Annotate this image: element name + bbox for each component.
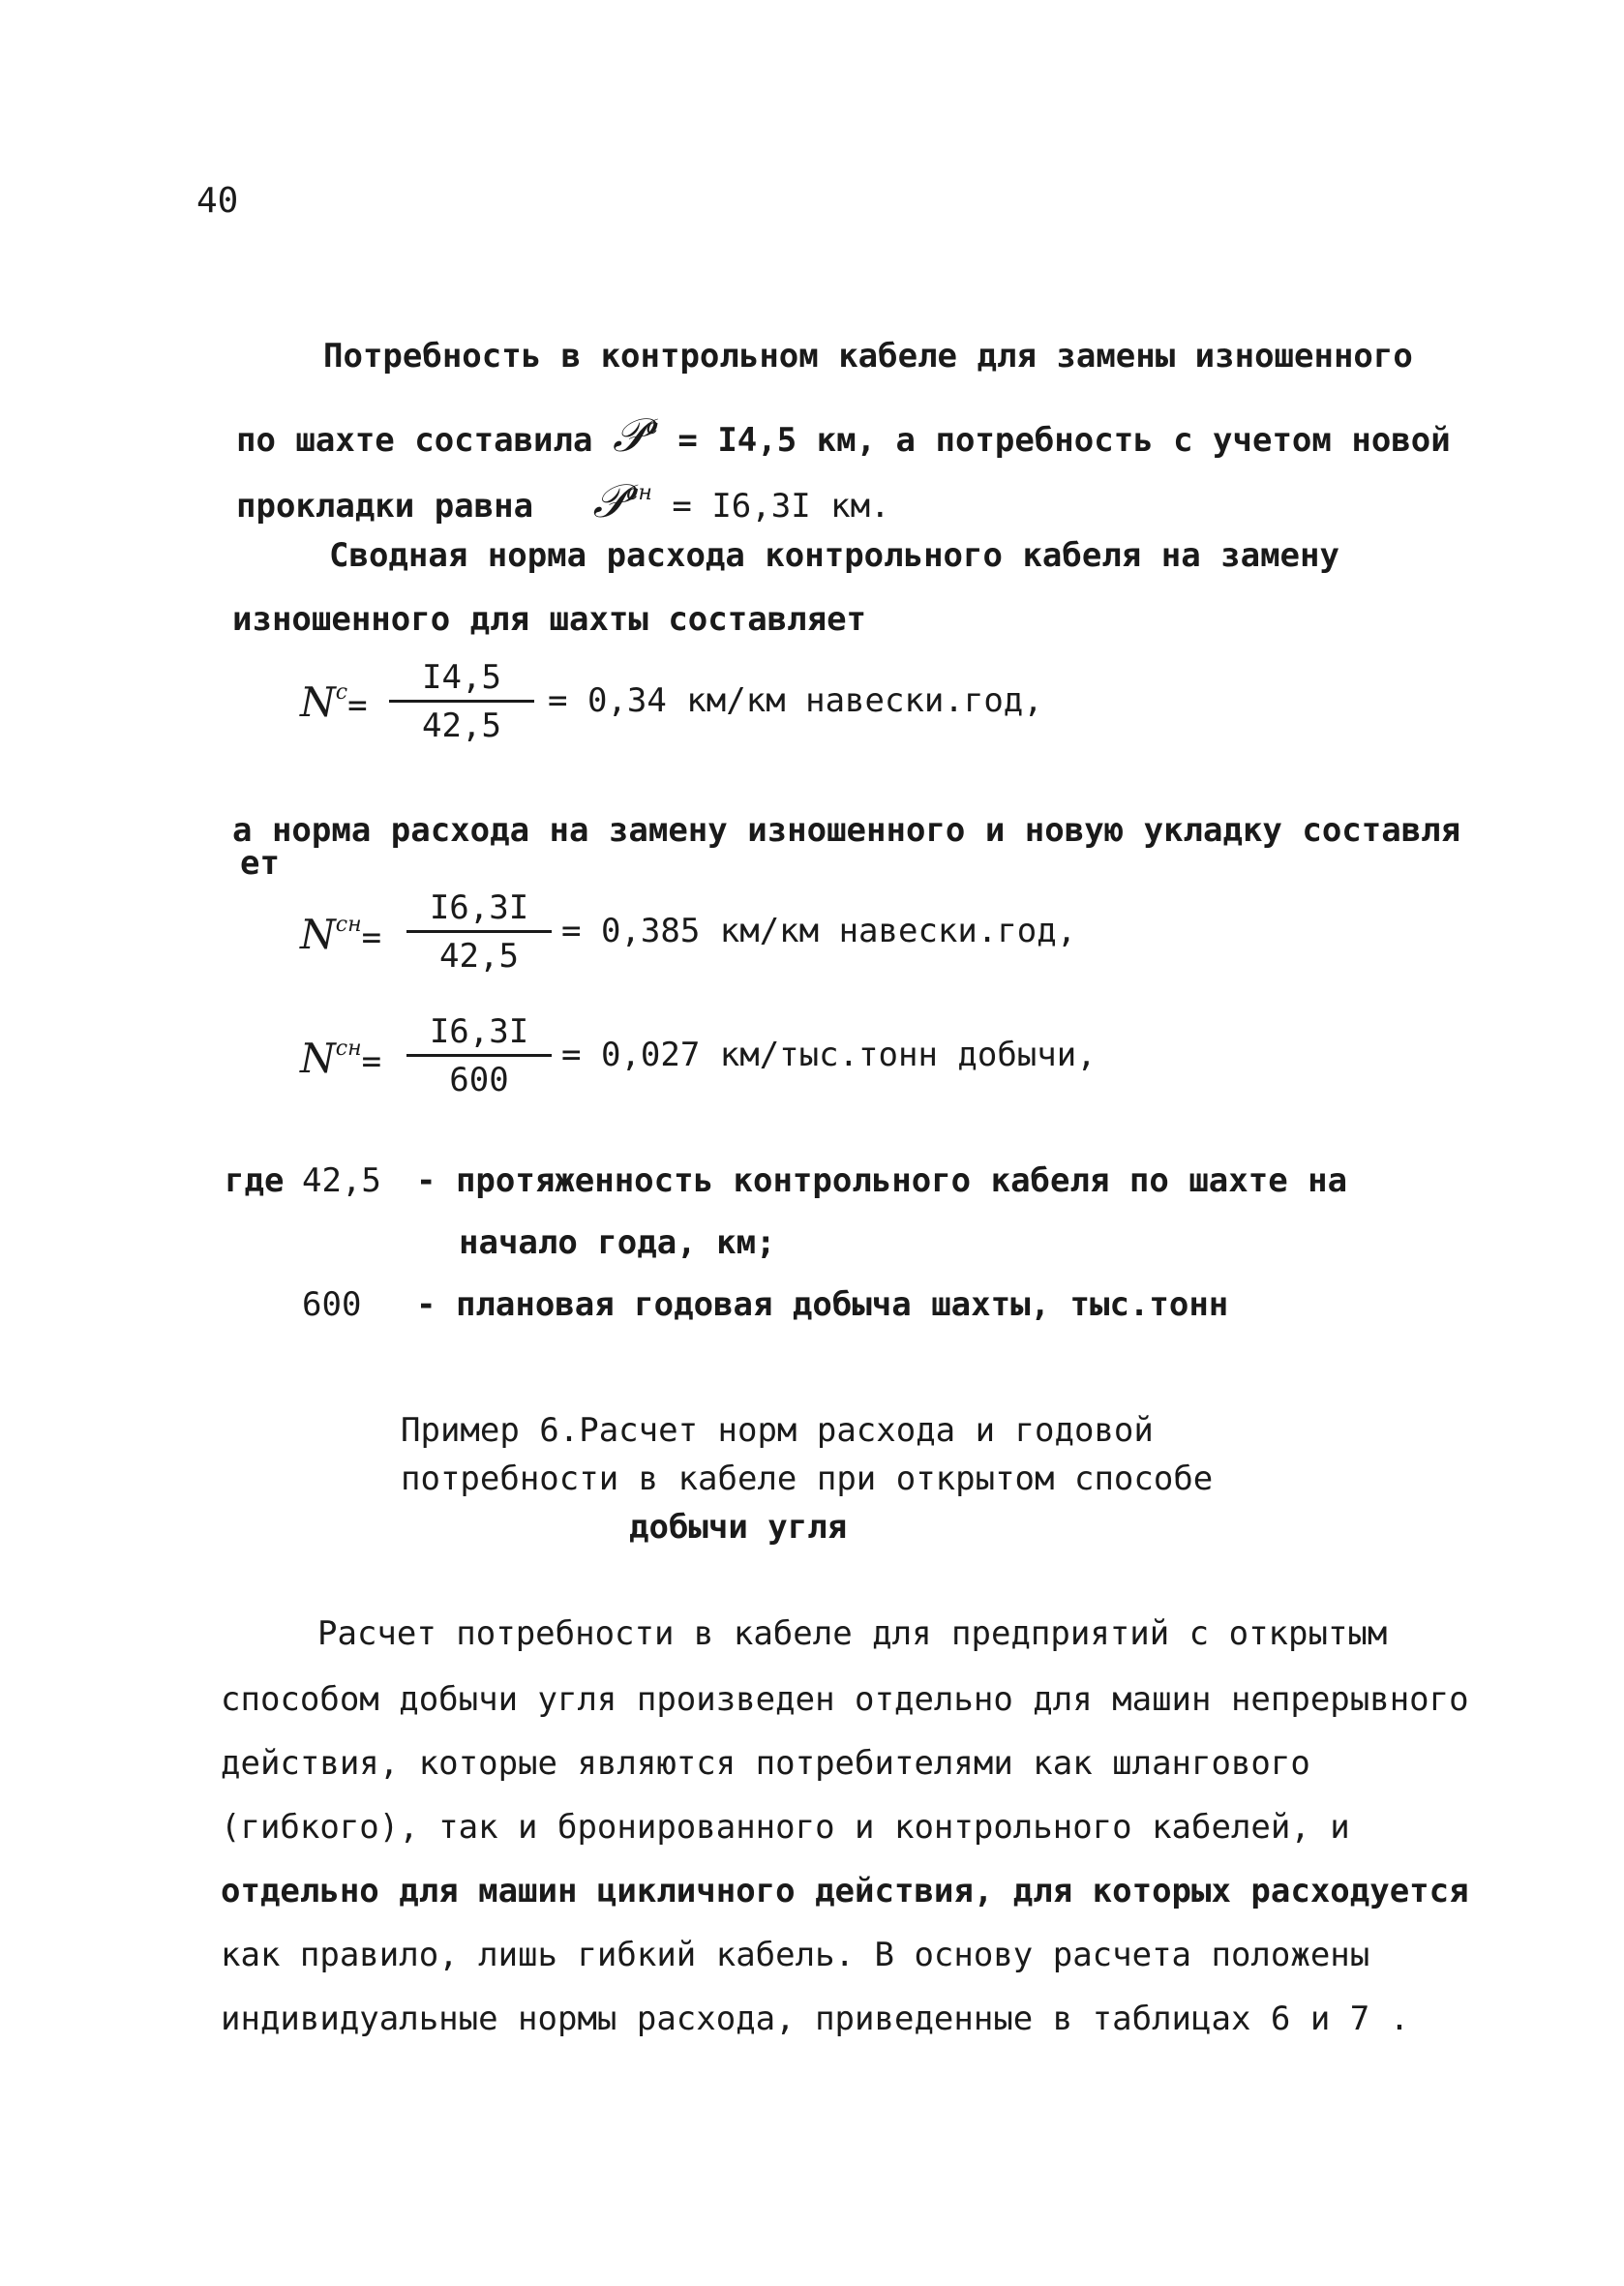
para1-line3 (236, 474, 890, 526)
para4-line6: как правило, лишь гибкий кабель. В основу расчета положены (221, 1936, 1370, 1974)
formula-2-bar (406, 930, 552, 933)
formula-2-numerator: I6,3I (429, 888, 529, 927)
para2-line2: изношенного для шахты составляет (232, 600, 867, 639)
legend-item1-value: 42,5 (302, 1161, 381, 1200)
page-number: 40 (196, 181, 239, 221)
para3-line1: а норма расхода на замену изношенного и новую укладку составля (232, 811, 1461, 850)
para1-line2-post: = I4,5 км, а потребность с учетом новой (677, 421, 1451, 460)
formula-3-lhs: $N^{сн}=$ (300, 1035, 382, 1082)
para3-line2: ет (240, 844, 280, 883)
formula-2-denominator: 42,5 (439, 937, 519, 976)
para1-line2 (236, 408, 1451, 463)
para4-line1: Расчет потребности в кабеле для предприятий с открытым (317, 1614, 1388, 1653)
formula-3-rhs: = 0,027 км/тыс.тонн добычи, (561, 1036, 1097, 1074)
para4-line4: (гибкого), так и бронированного и контрольного кабелей, и (221, 1808, 1350, 1847)
symbol-p-2: 𝒫 (592, 474, 627, 528)
legend-item2-text: - плановая годовая добыча шахты, тыс.тонн (416, 1285, 1229, 1324)
para1-line2-pre: по шахте составила (236, 421, 593, 460)
formula-1-numerator: I4,5 (422, 658, 501, 697)
symbol-p-sup-c: c (646, 415, 658, 439)
para1-line1: Потребность в контрольном кабеле для замены изношенного (323, 337, 1413, 376)
formula-3-denominator: 600 (449, 1061, 509, 1099)
legend-item1-text2: начало года, км; (459, 1223, 776, 1262)
legend-item2-value: 600 (302, 1285, 362, 1324)
formula-1-bar (389, 700, 534, 703)
para2-line1: Сводная норма расхода контрольного кабеля на замену (329, 536, 1339, 575)
para1-line3-pre: прокладки равна (236, 487, 534, 526)
formula-3-numerator: I6,3I (429, 1012, 529, 1051)
formula-3-bar (406, 1054, 552, 1057)
para1-line3-post: = I6,3I км. (672, 487, 890, 526)
formula-1-lhs: $N^с=$ (300, 678, 368, 726)
legend-where: где (225, 1161, 285, 1200)
formula-2-lhs: $N^{сн}=$ (300, 911, 382, 958)
heading-line1: Пример 6.Расчет норм расхода и годовой (401, 1411, 1154, 1450)
formula-1-rhs: = 0,34 км/км навески.год, (548, 681, 1043, 720)
heading-line2: потребности в кабеле при открытом способе (401, 1459, 1214, 1498)
para4-line5: отдельно для машин цикличного действия, для которых расходуется (221, 1872, 1469, 1910)
para4-line3: действия, которые являются потребителями как шлангового (221, 1744, 1310, 1783)
para4-line2: способом добычи угля произведен отдельно для машин непрерывного (221, 1680, 1469, 1719)
symbol-p: 𝒫 (612, 408, 647, 463)
legend-item1-text1: - протяженность контрольного кабеля по шахте на (416, 1161, 1348, 1200)
heading-line3: добычи угля (629, 1508, 848, 1547)
formula-2-rhs: = 0,385 км/км навески.год, (561, 912, 1077, 950)
symbol-p-sup-cn: сн (626, 481, 652, 505)
formula-1-denominator: 42,5 (422, 707, 501, 745)
para4-line7: индивидуальные нормы расхода, приведенные в таблицах 6 и 7 . (221, 2000, 1410, 2038)
